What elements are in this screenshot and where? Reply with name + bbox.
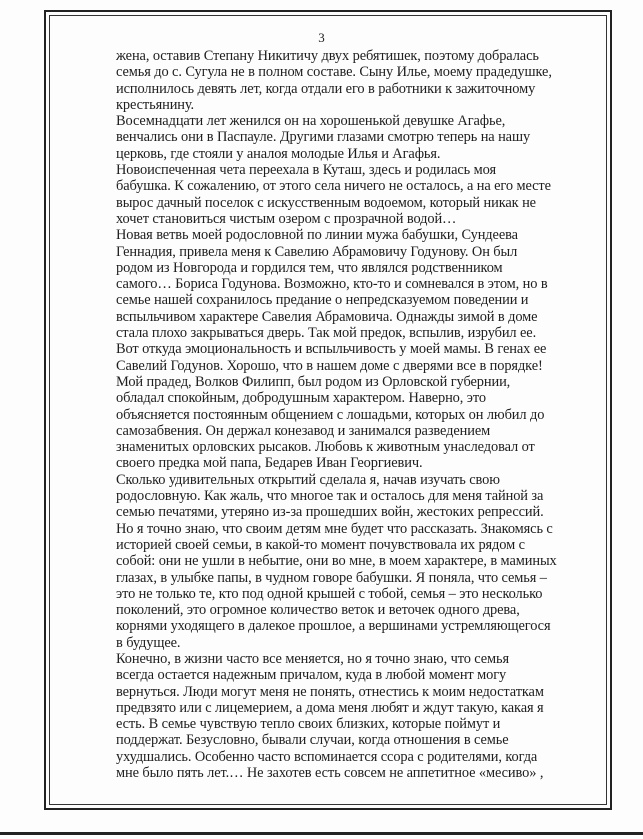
text-line: есть. В семье чувствую тепло своих близких, которые поймут и — [116, 716, 501, 733]
text-line: объясняется постоянным общением с лошадьми, которых он любил до — [116, 406, 545, 423]
text-line: собой: они не ушли в небытие, они во мне, в моем характере, в маминых — [116, 553, 557, 570]
text-line: ухудшались. Особенно часто вспоминается ссора с родителями, когда — [116, 748, 538, 765]
text-line: мне было пять лет.… Не захотев есть совсем не аппетитное «месиво» , — [116, 765, 544, 782]
text-line: вспыльчивом характере Савелия Абрамовича. Однажды зимой в доме — [116, 308, 538, 325]
text-line: Вот откуда эмоциональность и вспыльчивость у моей мамы. В генах ее — [116, 341, 547, 358]
text-line: Сколько удивительных открытий сделала я, начав изучать свою — [116, 471, 500, 488]
text-line: всегда остается надежным причалом, куда в любой момент могу — [116, 667, 507, 684]
text-line: своего предка мой папа, Бедарев Иван Георгиевич. — [116, 455, 423, 472]
text-line: семье нашей сохранилось предание о непредсказуемом поведении и — [116, 292, 529, 309]
text-line: поколений, это огромное количество веток и веточек одного древа, — [116, 602, 520, 619]
text-line: исполнилось девять лет, когда отдали его в работники к зажиточному — [116, 80, 536, 97]
text-line: бабушка. К сожалению, от этого села ничего не осталось, а на его месте — [116, 178, 551, 195]
text-line: Геннадия, привела меня к Савелию Абрамовичу Годунову. Он был — [116, 243, 518, 260]
text-line: предвзято или с лицемерием, а дома меня любят и ждут такую, какая я — [116, 699, 544, 716]
text-line: поддержат. Безусловно, бывали случаи, когда отношения в семье — [116, 732, 509, 749]
text-line: Новоиспеченная чета переехала в Куташ, здесь и родилась моя — [116, 162, 496, 179]
text-line: историей своей семьи, в какой-то момент почувствовала их рядом с — [116, 536, 525, 553]
text-line: венчались они в Паспауле. Другими глазами смотрю теперь на нашу — [116, 129, 531, 146]
text-line: Восемнадцати лет женился он на хорошенькой девушке Агафье, — [116, 113, 506, 130]
text-line: стала плохо закрываться дверь. Так мой предок, вспылив, изрубил ее. — [116, 325, 537, 342]
text-line: Новая ветвь моей родословной по линии мужа бабушки, Сундеева — [116, 227, 518, 244]
text-line: семья до с. Сугула не в полном составе. Сыну Илье, моему прадедушке, — [116, 64, 552, 81]
text-line: родом из Новгорода и гордился тем, что являлся родственником — [116, 259, 503, 276]
text-line: жена, оставив Степану Никитичу двух ребятишек, поэтому добралась — [116, 48, 539, 64]
text-line: семью печатями, утеряно из-за прошедших войн, жестоких репрессий. — [116, 504, 544, 521]
body-text — [116, 48, 596, 781]
text-line: самого… Бориса Годунова. Возможно, кто-то и сомневался в этом, но в — [116, 276, 548, 293]
text-line: вернуться. Люди могут меня не понять, отнестись к моим недостаткам — [116, 683, 544, 700]
text-line: глазах, в улыбке папы, в чудном говоре бабушки. Я поняла, что семья – — [116, 569, 547, 586]
text-line: Мой прадед, Волков Филипп, был родом из Орловской губернии, — [116, 373, 511, 390]
text-line: корнями уходящего в далекое прошлое, а вершинами устремляющегося — [116, 618, 551, 635]
bottom-edge-rule — [0, 832, 643, 835]
text-line: хочет становиться чистым озером с прозрачной водой… — [116, 210, 457, 227]
text-line: Но я точно знаю, что своим детям мне будет что рассказать. Знакомясь с — [116, 520, 553, 537]
text-line: Конечно, в жизни часто все меняется, но я точно знаю, что семья — [116, 650, 510, 667]
text-line: знаменитых орловских рысаков. Любовь к животным унаследовал от — [116, 439, 535, 456]
text-line: вырос дачный поселок с искусственным водоемом, который никак не — [116, 194, 536, 211]
text-line: это не только те, кто под одной крышей с тобой, семья – это несколько — [116, 585, 543, 602]
page-number: 3 — [318, 30, 325, 45]
text-line: крестьянину. — [116, 96, 195, 113]
text-line: родословную. Как жаль, что многое так и осталось для меня тайной за — [116, 488, 544, 505]
text-line: обладал спокойным, добродушным характером. Наверно, это — [116, 390, 486, 407]
text-line: самозабвения. Он держал конезавод и занимался разведением — [116, 422, 491, 439]
text-line: Савелий Годунов. Хорошо, что в нашем доме с дверями все в порядке! — [116, 357, 543, 374]
text-line: церковь, где стояли у аналоя молодые Илья и Агафья. — [116, 145, 441, 162]
text-line: в будущее. — [116, 634, 181, 651]
